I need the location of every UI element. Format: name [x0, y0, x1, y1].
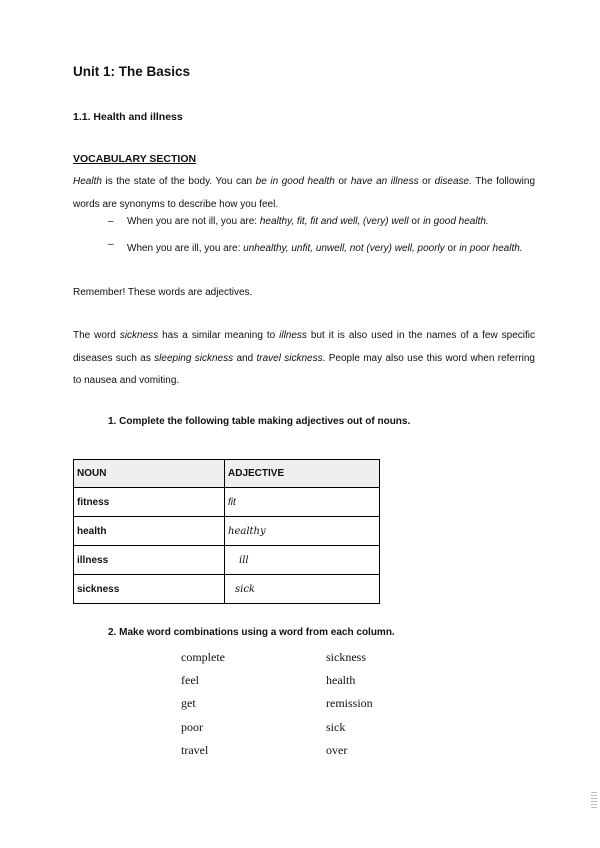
sickness-paragraph: The word sickness has a similar meaning to illness but it is also used in the names of a few specific diseases such as sleeping sickness and travel sickness. People may also use this word when referring to nausea and vomiting.: [73, 330, 535, 386]
list-item: poor: [181, 720, 203, 734]
exercise-1-instruction: 1. Complete the following table making adjectives out of nouns.: [108, 416, 411, 427]
list-item: get: [181, 696, 196, 710]
noun-cell: health: [74, 517, 225, 546]
noun-adjective-table: [73, 459, 380, 604]
intro-paragraph: Health is the state of the body. You can be in good health or have an illness or disease. The following words are synonyms to describe how you feel.: [73, 176, 536, 210]
table-row: [74, 488, 380, 517]
bullet-dash: –: [108, 216, 114, 227]
bullet-dash: –: [108, 239, 114, 250]
unit-title: Unit 1: The Basics: [73, 64, 191, 79]
remember-note: Remember! These words are adjectives.: [73, 287, 253, 298]
bullet-ill: When you are ill, you are: unhealthy, unfit, unwell, not (very) well, poorly or in poor health.: [127, 243, 523, 254]
adjective-cell: healthy: [225, 517, 380, 546]
list-item: over: [326, 743, 348, 757]
header-adjective: ADJECTIVE: [225, 460, 380, 488]
list-item: complete: [181, 650, 225, 664]
header-noun: NOUN: [74, 460, 225, 488]
list-item: sickness: [326, 650, 366, 664]
table-row: [74, 517, 380, 546]
list-item: feel: [181, 673, 199, 687]
adjective-cell: ill: [225, 546, 380, 575]
table-row: [74, 546, 380, 575]
list-item: travel: [181, 743, 209, 757]
bullet-not-ill: When you are not ill, you are: healthy, fit, fit and well, (very) well or in good health.: [127, 216, 489, 227]
noun-cell: sickness: [74, 575, 225, 604]
list-item: sick: [326, 720, 346, 734]
list-item: remission: [326, 696, 373, 710]
adjective-cell: fit: [225, 488, 380, 517]
table-header-row: [74, 460, 380, 488]
vocabulary-heading: VOCABULARY SECTION: [73, 153, 197, 165]
list-item: health: [326, 673, 356, 687]
noun-cell: fitness: [74, 488, 225, 517]
adjective-cell: sick: [225, 575, 380, 604]
page-edge-marker: [591, 792, 597, 808]
exercise-2-instruction: 2. Make word combinations using a word from each column.: [108, 627, 395, 638]
table-row: [74, 575, 380, 604]
section-title: 1.1. Health and illness: [73, 111, 183, 123]
noun-cell: illness: [74, 546, 225, 575]
